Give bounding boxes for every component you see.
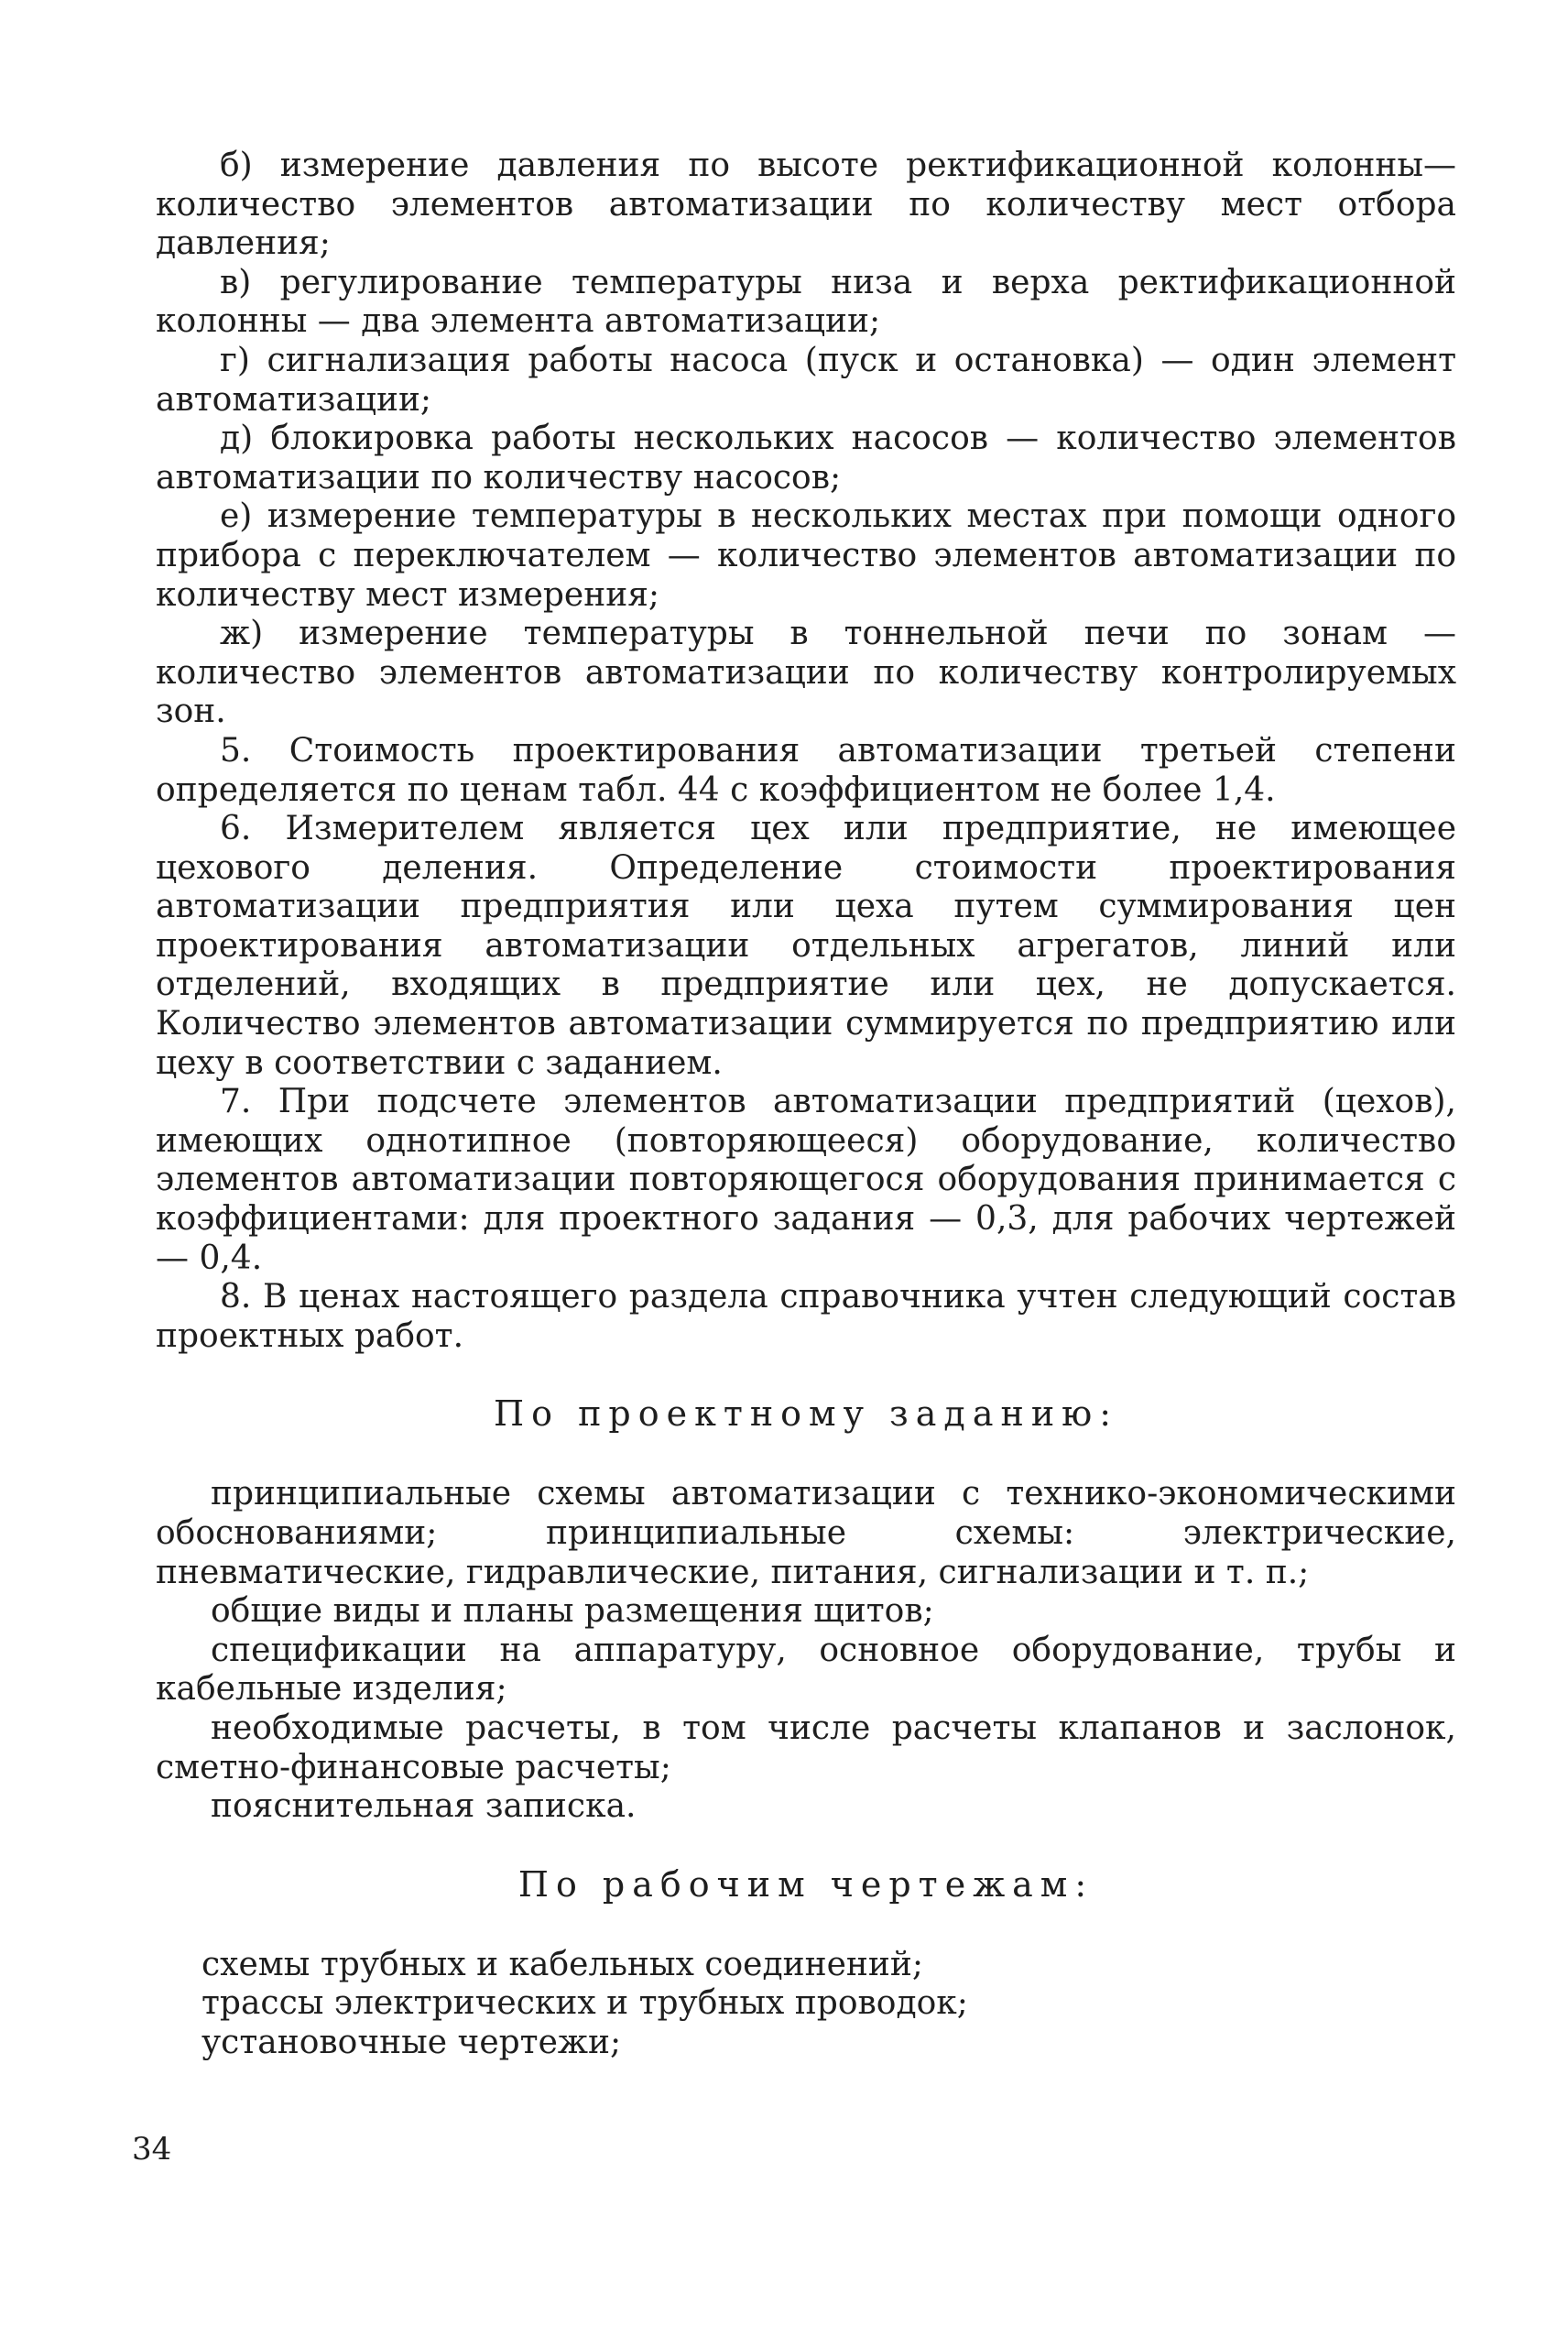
paragraph-zh: ж) измерение температуры в тоннельной печи по зонам — количество элементов автоматизации по количеству контролируемых зон. bbox=[156, 615, 1456, 731]
paragraph-b: б) измерение давления по высоте ректификационной колонны— количество элементов автоматизации по количеству мест отбора давления; bbox=[156, 147, 1456, 263]
paragraph-7: 7. При подсчете элементов автоматизации предприятий (цехов), имеющих однотипное (повторяющееся) оборудование, количество элементов автоматизации повторяющегося оборудования принимается с коэффициентами: для проектного задания — 0,3, для рабочих чертежей — 0,4. bbox=[156, 1083, 1456, 1277]
heading-working-drawings: По рабочим чертежам: bbox=[517, 1863, 1094, 1905]
project-item-4: необходимые расчеты, в том числе расчеты клапанов и заслонок, сметно-финансовые расчеты; bbox=[156, 1709, 1456, 1786]
project-item-3: спецификации на аппаратуру, основное оборудование, трубы и кабельные изделия; bbox=[156, 1631, 1456, 1709]
project-item-5: пояснительная записка. bbox=[211, 1787, 637, 1826]
paragraph-e: е) измерение температуры в нескольких местах при помощи одного прибора с переключателем — количество элементов автоматизации по количеству мест измерения; bbox=[156, 497, 1456, 614]
paragraph-8: 8. В ценах настоящего раздела справочника учтен следующий состав проектных работ. bbox=[156, 1278, 1456, 1355]
paragraph-6: 6. Измерителем является цех или предприятие, не имеющее цехового деления. Определение стоимости проектирования автоматизации предприятия или цеха путем суммирования цен проектирования автоматизации отдельных агрегатов, линий или отделений, входящих в предприятие или цех, не допускается. Количество элементов автоматизации суммируется по предприятию или цеху в соответствии с заданием. bbox=[156, 810, 1456, 1082]
paragraph-5: 5. Стоимость проектирования автоматизации третьей степени определяется по ценам табл. 44 с коэффициентом не более 1,4. bbox=[156, 731, 1456, 809]
working-item-1: схемы трубных и кабельных соединений; bbox=[201, 1945, 924, 1983]
body-text bbox=[156, 147, 1456, 2063]
paragraph-d: д) блокировка работы нескольких насосов — количество элементов автоматизации по количеству насосов; bbox=[156, 420, 1456, 497]
page-number: 34 bbox=[132, 2131, 172, 2168]
project-item-2: общие виды и планы размещения щитов; bbox=[211, 1592, 934, 1631]
heading-project-assignment: По проектному заданию: bbox=[493, 1393, 1119, 1435]
paragraph-g: г) сигнализация работы насоса (пуск и остановка) — один элемент автоматизации; bbox=[156, 341, 1456, 419]
paragraph-v: в) регулирование температуры низа и верха ректификационной колонны — два элемента автоматизации; bbox=[156, 263, 1456, 341]
working-drawings-list bbox=[156, 1946, 1456, 2063]
working-item-3: установочные чертежи; bbox=[201, 2023, 622, 2061]
project-item-1: принципиальные схемы автоматизации с технико-экономическими обоснованиями; принципиальные схемы: электрические, пневматические, гидравлические, питания, сигнализации и т. п.; bbox=[156, 1475, 1456, 1591]
working-item-2: трассы электрических и трубных проводок; bbox=[201, 1984, 968, 2023]
